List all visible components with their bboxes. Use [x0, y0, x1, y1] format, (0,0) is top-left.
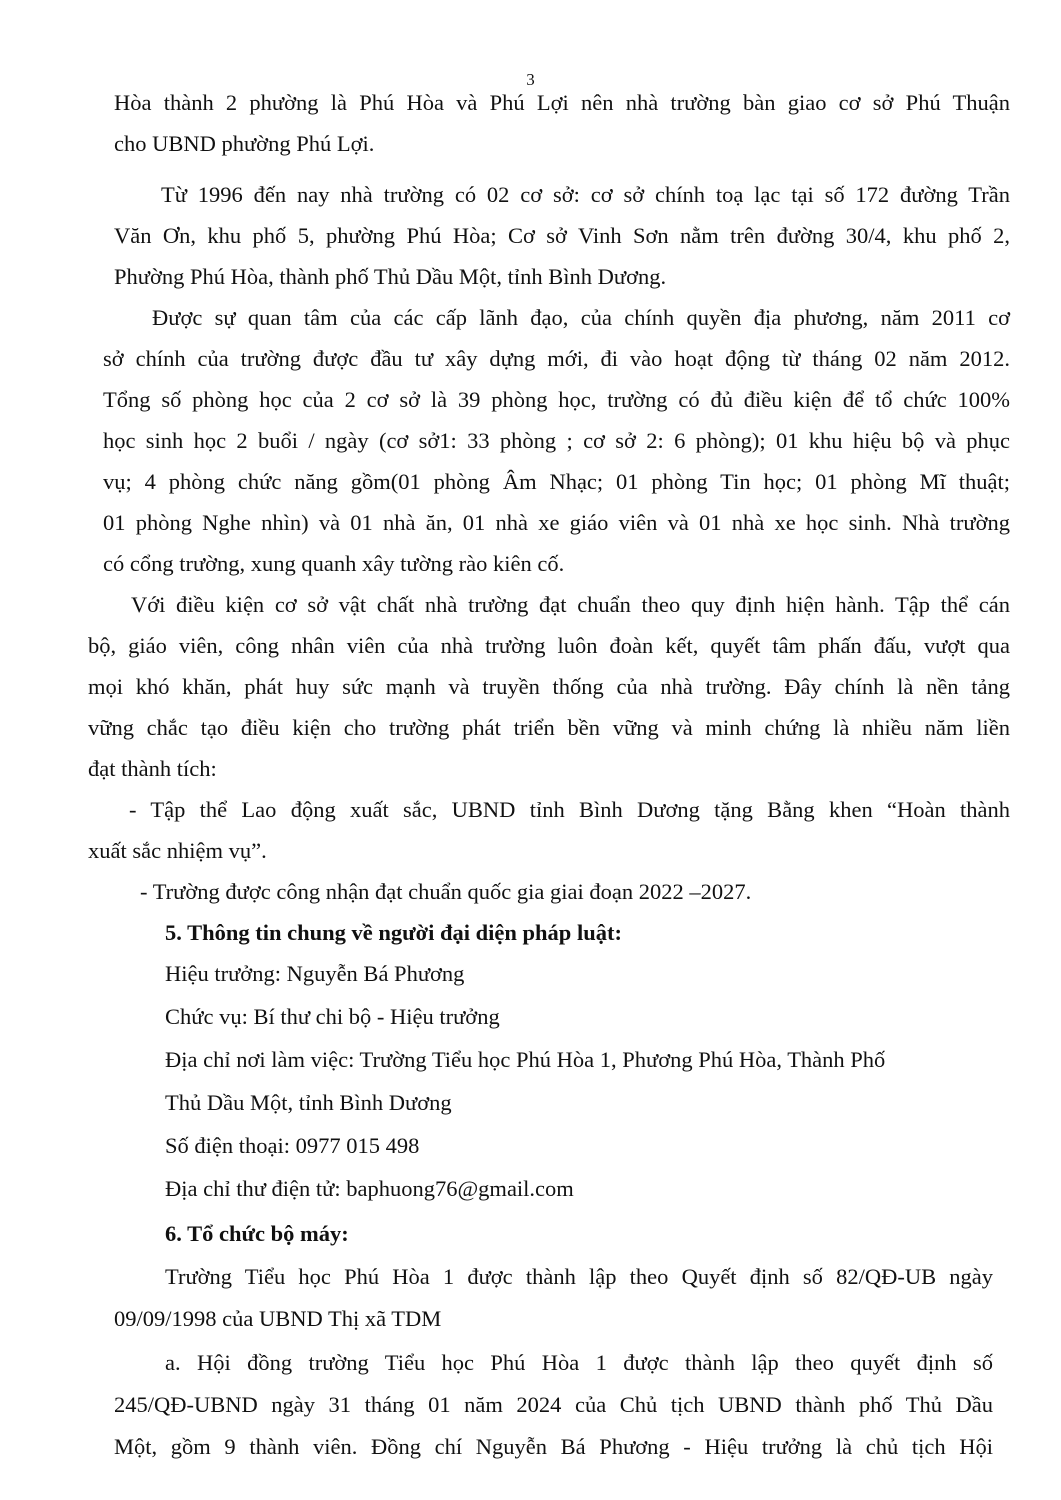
text-line: Văn Ơn, khu phố 5, phường Phú Hòa; Cơ sở Vinh Sơn nằm trên đường 30/4, khu phố 2, — [114, 223, 1010, 248]
text-line: 09/09/1998 của UBND Thị xã TDM — [114, 1306, 442, 1331]
phone-number: Số điện thoại: 0977 015 498 — [165, 1133, 420, 1158]
text-line: Một, gồm 9 thành viên. Đồng chí Nguyễn Bá Phương - Hiệu trưởng là chủ tịch Hội — [114, 1434, 993, 1459]
section-heading: 5. Thông tin chung về người đại diện pháp luật: — [165, 920, 622, 945]
text-line: vụ; 4 phòng chức năng gồm(01 phòng Âm Nhạc; 01 phòng Tin học; 01 phòng Mĩ thuật; — [103, 469, 1010, 494]
text-line: sở chính của trường được đầu tư xây dựng mới, đi vào hoạt động từ tháng 02 năm 2012. — [103, 346, 1010, 371]
email-address: Địa chỉ thư điện tử: baphuong76@gmail.com — [165, 1176, 574, 1201]
text-line: vững chắc tạo điều kiện cho trường phát triển bền vững và minh chứng là nhiều năm liền — [88, 715, 1010, 740]
text-line: Tổng số phòng học của 2 cơ sở là 39 phòng học, trường có đủ điều kiện để tổ chức 100% — [103, 387, 1010, 412]
work-address: Địa chỉ nơi làm việc: Trường Tiểu học Phú Hòa 1, Phương Phú Hòa, Thành Phố — [165, 1047, 886, 1072]
text-line: Từ 1996 đến nay nhà trường có 02 cơ sở: cơ sở chính toạ lạc tại số 172 đường Trần — [161, 182, 1010, 207]
text-line: đạt thành tích: — [88, 756, 217, 781]
list-item: - Trường được công nhận đạt chuẩn quốc gia giai đoạn 2022 –2027. — [140, 879, 752, 904]
text-line: cho UBND phường Phú Lợi. — [114, 131, 375, 156]
text-line: Phường Phú Hòa, thành phố Thủ Dầu Một, tỉnh Bình Dương. — [114, 264, 667, 289]
text-line: Trường Tiểu học Phú Hòa 1 được thành lập theo Quyết định số 82/QĐ-UB ngày — [165, 1264, 993, 1289]
principal-position: Chức vụ: Bí thư chi bộ - Hiệu trưởng — [165, 1004, 500, 1029]
text-line: Hòa thành 2 phường là Phú Hòa và Phú Lợi nên nhà trường bàn giao cơ sở Phú Thuận — [114, 90, 1010, 115]
principal-name: Hiệu trưởng: Nguyễn Bá Phương — [165, 961, 465, 986]
list-item: - Tập thể Lao động xuất sắc, UBND tỉnh Bình Dương tặng Bằng khen “Hoàn thành — [129, 797, 1010, 822]
text-line: bộ, giáo viên, công nhân viên của nhà trường luôn đoàn kết, quyết tâm phấn đấu, vượt qua — [88, 633, 1010, 658]
text-line: có cổng trường, xung quanh xây tường rào kiên cố. — [103, 551, 565, 576]
section-heading: 6. Tổ chức bộ máy: — [165, 1221, 349, 1246]
text-line: a. Hội đồng trường Tiểu học Phú Hòa 1 được thành lập theo quyết định số — [165, 1350, 993, 1375]
text-line: 01 phòng Nghe nhìn) và 01 nhà ăn, 01 nhà xe giáo viên và 01 nhà xe học sinh. Nhà trường — [103, 510, 1010, 535]
text-line: Với điều kiện cơ sở vật chất nhà trường đạt chuẩn theo quy định hiện hành. Tập thể cán — [131, 592, 1010, 617]
text-line: Được sự quan tâm của các cấp lãnh đạo, của chính quyền địa phương, năm 2011 cơ — [152, 305, 1010, 330]
text-line: mọi khó khăn, phát huy sức mạnh và truyền thống của nhà trường. Đây chính là nền tảng — [88, 674, 1010, 699]
text-line: 245/QĐ-UBND ngày 31 tháng 01 năm 2024 của Chủ tịch UBND thành phố Thủ Dầu — [114, 1392, 993, 1417]
text-line: học sinh học 2 buổi / ngày (cơ sở1: 33 phòng ; cơ sở 2: 6 phòng); 01 khu hiệu bộ và phục — [103, 428, 1010, 453]
page-number: 3 — [526, 70, 535, 89]
work-address-cont: Thủ Dầu Một, tỉnh Bình Dương — [165, 1090, 452, 1115]
text-line: xuất sắc nhiệm vụ”. — [88, 838, 267, 863]
